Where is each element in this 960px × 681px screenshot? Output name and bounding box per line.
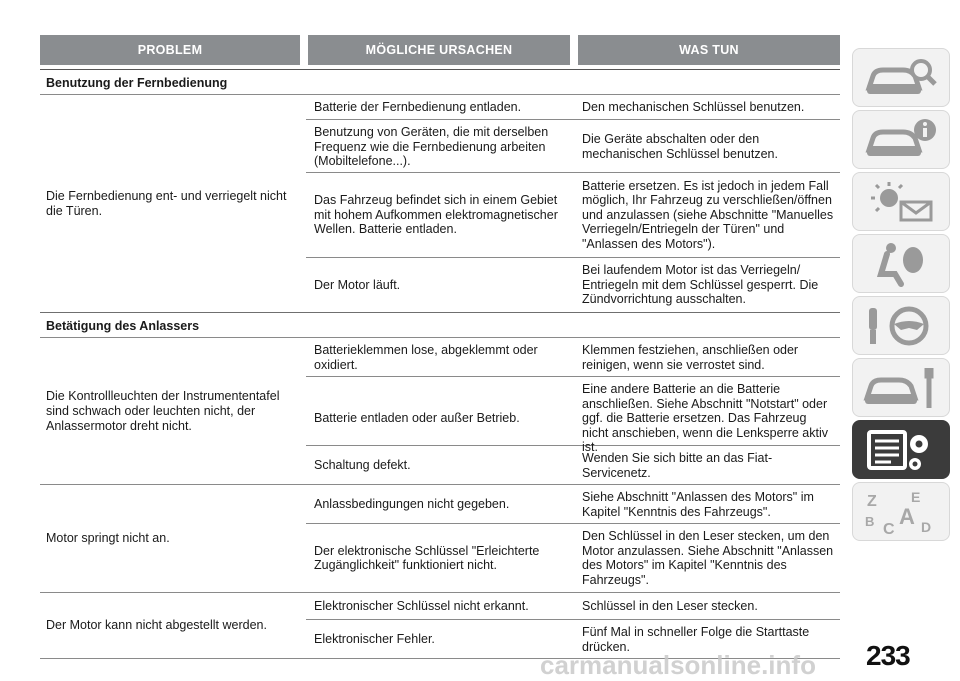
table-row (306, 172, 840, 257)
solution-cell: Bei laufendem Motor ist das Verriegeln/ Entriegeln mit dem Schlüssel gesperrt. Die Zündvorrichtung ausschalten. (582, 263, 819, 307)
table-header (40, 35, 840, 65)
section-title: Betätigung des Anlassers (40, 312, 840, 337)
table-row (306, 376, 840, 454)
solution-cell: Den Schlüssel in den Leser stecken, um den Motor anzulassen. Siehe Abschnitt "Anlassen des Motors" im Kapitel "Kenntnis des Fahrzeugs". (582, 529, 834, 587)
svg-text:D: D (921, 518, 932, 535)
header-solution: WAS TUN (578, 35, 840, 65)
table-row (306, 485, 840, 523)
problem-cell: Der Motor kann nicht abgestellt werden. (46, 618, 267, 632)
table-row (306, 338, 840, 376)
alphabet-index-icon (861, 488, 941, 536)
svg-text:A: A (899, 503, 915, 529)
troubleshooting-table (40, 35, 840, 659)
cause-cell: Batterie entladen oder außer Betrieb. (314, 411, 520, 425)
solution-cell: Schlüssel in den Leser stecken. (582, 598, 758, 613)
svg-text:B: B (865, 513, 875, 529)
chapter-tab-car-search[interactable] (852, 48, 950, 107)
table-row (306, 119, 840, 172)
cause-cell: Benutzung von Geräten, die mit derselben Frequenz wie die Fernbedienung arbeiten (Mobiltelefone...). (314, 125, 549, 168)
airbag-seat-icon (861, 240, 941, 288)
problem-group (40, 94, 840, 312)
chapter-tab-safety[interactable] (852, 234, 950, 293)
chapter-tabs (852, 48, 952, 544)
table-row (306, 257, 840, 312)
header-problem: PROBLEM (40, 35, 300, 65)
problem-group (40, 337, 840, 484)
car-wrench-icon (861, 364, 941, 412)
problem-cell: Die Kontrollleuchten der Instrumententafel sind schwach oder leuchten nicht, der Anlassermotor dreht nicht. (46, 388, 280, 433)
svg-text:E: E (911, 488, 921, 505)
page-number: 233 (866, 640, 910, 671)
svg-text:C: C (883, 520, 895, 536)
svg-text:Z: Z (867, 492, 877, 510)
header-causes: MÖGLICHE URSACHEN (308, 35, 570, 65)
problem-cell: Die Fernbedienung ent- und verriegelt nicht die Türen. (46, 188, 287, 218)
chapter-tab-specifications[interactable] (852, 420, 950, 479)
cause-cell: Elektronischer Schlüssel nicht erkannt. (314, 598, 529, 613)
solution-cell: Den mechanischen Schlüssel benutzen. (582, 100, 805, 114)
solution-cell: Fünf Mal in schneller Folge die Starttaste drücken. (582, 625, 810, 654)
chapter-tab-emergency[interactable] (852, 358, 950, 417)
cause-cell: Der Motor läuft. (314, 277, 401, 292)
cause-cell: Elektronischer Fehler. (314, 632, 435, 647)
problem-group (40, 592, 840, 658)
solution-cell: Siehe Abschnitt "Anlassen des Motors" im Kapitel "Kenntnis des Fahrzeugs". (582, 490, 814, 519)
chapter-tab-warning-lights[interactable] (852, 172, 950, 231)
chapter-tab-starting-driving[interactable] (852, 296, 950, 355)
table-row (306, 95, 840, 119)
key-steering-wheel-icon (861, 302, 941, 350)
chapter-tab-index[interactable] (852, 482, 950, 541)
problem-cell: Motor springt nicht an. (46, 531, 170, 545)
solution-cell: Wenden Sie sich bitte an das Fiat-Servicenetz. (582, 451, 773, 480)
table-row (306, 593, 840, 619)
cause-cell: Der elektronische Schlüssel "Erleichterte Zugänglichkeit" funktioniert nicht. (314, 543, 540, 572)
cause-cell: Schaltung defekt. (314, 458, 411, 473)
car-info-icon (861, 116, 941, 164)
solution-cell: Batterie ersetzen. Es ist jedoch in jedem Fall möglich, Ihr Fahrzeug zu verschließen/öffnen und anzulassen (siehe Abschnitte "Manuelles Verriegeln/Entriegeln der Türen" und "Anlassen des Motors"). (582, 178, 834, 251)
cause-cell: Anlassbedingungen nicht gegeben. (314, 497, 510, 512)
car-search-icon (861, 54, 941, 102)
cause-cell: Das Fahrzeug befindet sich in einem Gebiet mit hohem Aufkommen elektromagnetischer Wellen. Batterie entladen. (314, 193, 558, 237)
solution-cell: Klemmen festziehen, anschließen oder reinigen, wenn sie verrostet sind. (582, 343, 799, 372)
solution-cell: Eine andere Batterie an die Batterie anschließen. Siehe Abschnitt "Notstart" oder ggf. die Batterie ersetzen. Das Fahrzeug nicht anschieben, wenn die Lenksperre aktiv ist. (582, 382, 828, 454)
section-title: Benutzung der Fernbedienung (40, 69, 840, 94)
problem-group (40, 484, 840, 592)
solution-cell: Die Geräte abschalten oder den mechanischen Schlüssel benutzen. (582, 132, 778, 161)
watermark-logo: carmanualsonline.info (540, 650, 816, 680)
warning-light-icon (861, 178, 941, 226)
specs-gear-icon (861, 426, 941, 474)
cause-cell: Batterie der Fernbedienung entladen. (314, 100, 522, 114)
table-row (306, 523, 840, 592)
chapter-tab-car-info[interactable] (852, 110, 950, 169)
cause-cell: Batterieklemmen lose, abgeklemmt oder oxidiert. (314, 343, 538, 372)
table-row (306, 445, 840, 484)
